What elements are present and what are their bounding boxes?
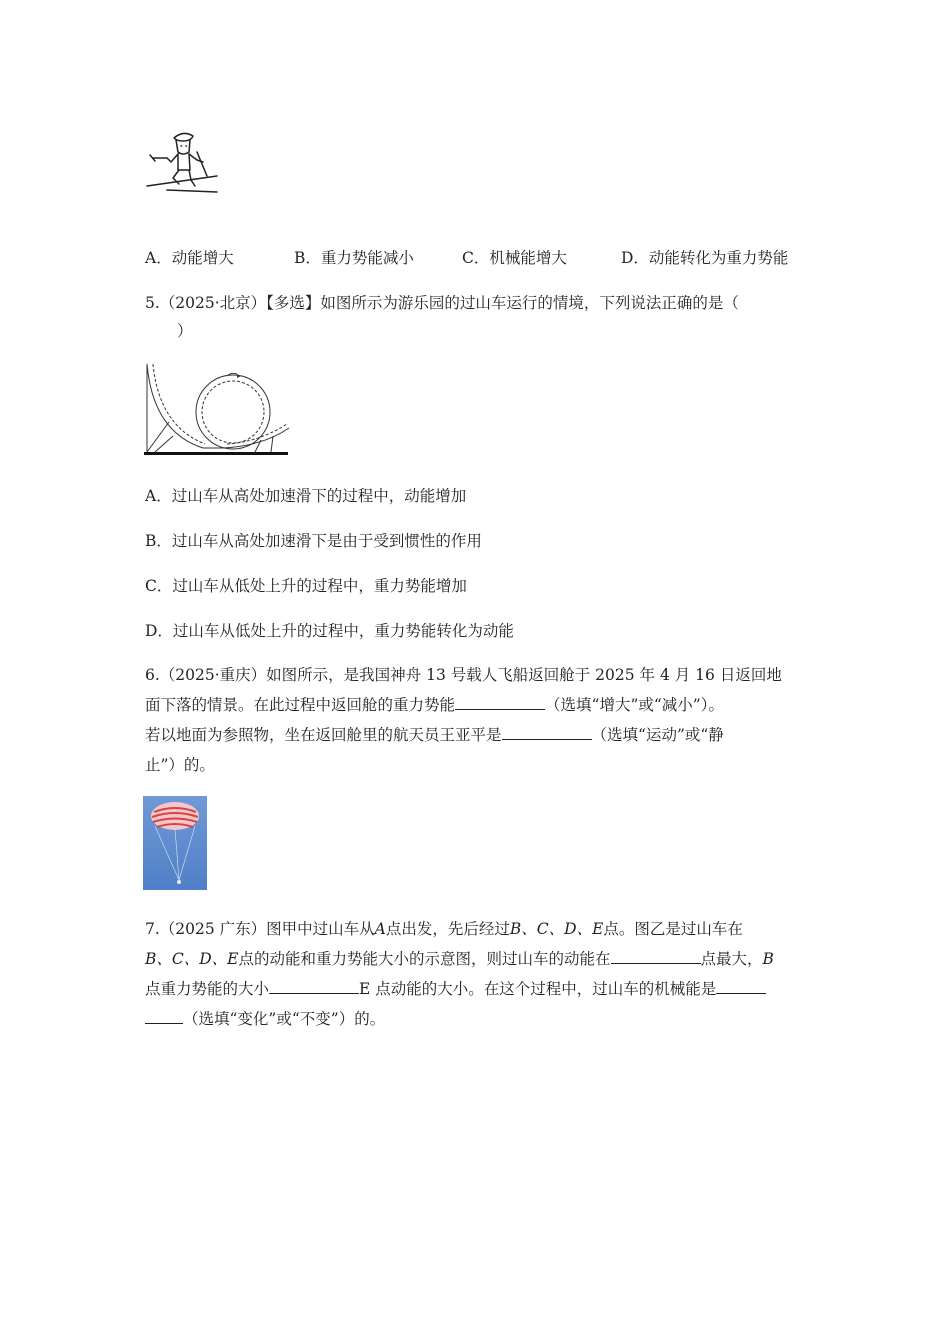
q6-line1: 6.（2025·重庆）如图所示，是我国神舟 13 号载人飞船返回舱于 2025 年 4 月 16 日返回地: [145, 666, 782, 684]
q7-line2-point-b: B: [762, 950, 774, 968]
q6-line2: [145, 694, 724, 716]
q6-line3-text-b: （选填“运动”或“静: [591, 726, 724, 744]
q5-option-a: A．过山车从高处加速滑下的过程中，动能增加: [145, 487, 467, 505]
q4-option-c: C．机械能增大: [462, 249, 567, 267]
q7-line3-text-a: 点重力势能的大小: [145, 980, 270, 998]
roller-coaster-figure: [143, 362, 291, 458]
q7-line3: [145, 978, 766, 1000]
q6-blank-1[interactable]: [455, 695, 545, 710]
q5-option-b: B．过山车从高处加速滑下是由于受到惯性的作用: [145, 532, 482, 550]
q4-option-a: A．动能增大: [145, 249, 234, 267]
q7-blank-3b[interactable]: [145, 1009, 183, 1024]
q7-points-bcde: B、C、D、E: [509, 920, 604, 938]
q6-line2-text-a: 面下落的情景。在此过程中返回舱的重力势能: [145, 696, 456, 714]
q7-blank-1[interactable]: [611, 949, 701, 964]
q6-line4: 止”）的。: [145, 756, 215, 774]
skier-figure: [145, 128, 220, 200]
q7-line2-text-b: 点最大，: [700, 950, 763, 968]
q5-stem-line1: 5.（2025·北京）【多选】如图所示为游乐园的过山车运行的情境，下列说法正确的是（: [145, 294, 739, 312]
q7-line4-text: （选填“变化”或“不变”）的。: [183, 1010, 386, 1028]
q4-option-d: D．动能转化为重力势能: [621, 249, 789, 267]
q7-line1-text-a: 7.（2025 广东）图甲中过山车从: [145, 920, 375, 938]
q7-line2-points: B、C、D、E: [145, 950, 239, 968]
q6-line3: [145, 724, 724, 746]
q7-line3-text-b: E 点动能的大小。在这个过程中，过山车的机械能是: [359, 980, 717, 998]
q7-line1-text-c: 点。图乙是过山车在: [603, 920, 743, 938]
q7-line1: [145, 918, 743, 940]
q5-option-c: C．过山车从低处上升的过程中，重力势能增加: [145, 577, 467, 595]
q7-blank-3a[interactable]: [716, 979, 766, 994]
q7-blank-2[interactable]: [269, 979, 359, 994]
q6-blank-2[interactable]: [502, 725, 592, 740]
q4-option-b: B．重力势能减小: [294, 249, 414, 267]
q5-stem-line2: ）: [177, 322, 193, 340]
q6-line3-text-a: 若以地面为参照物，坐在返回舱里的航天员王亚平是: [145, 726, 502, 744]
q7-point-a: A: [374, 920, 386, 938]
q6-line2-text-b: （选填“增大”或“减小”）。: [545, 696, 724, 714]
q7-line4: [145, 1008, 385, 1030]
q7-line2-text-a: 点的动能和重力势能大小的示意图，则过山车的动能在: [238, 950, 611, 968]
q5-option-d: D．过山车从低处上升的过程中，重力势能转化为动能: [145, 622, 514, 640]
q7-line2: [145, 948, 774, 970]
parachute-photo: [143, 796, 207, 890]
q7-line1-text-b: 点出发，先后经过: [385, 920, 510, 938]
